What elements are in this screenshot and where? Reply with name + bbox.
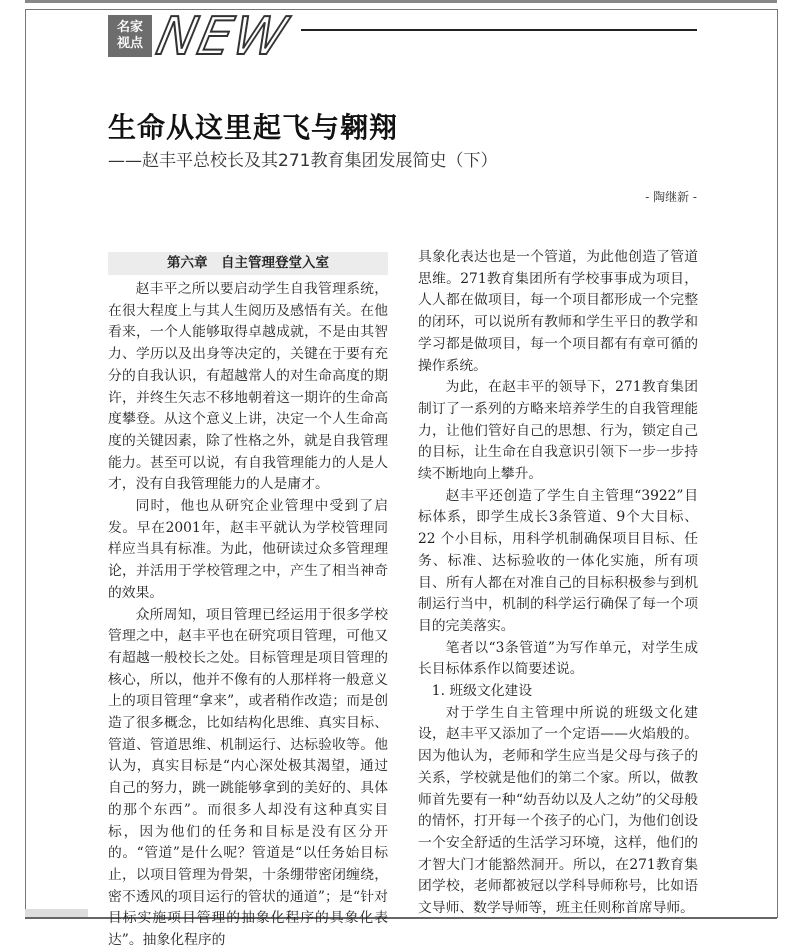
column-badge — [108, 15, 152, 57]
article-title: 生命从这里起飞与翱翔 — [108, 111, 399, 144]
paragraph-continuation: 具象化表达也是一个管道，为此他创造了管道思维。271教育集团所有学校事事成为项目，人人都在做项目，每一个项目都形成一个完整的闭环，可以说所有教师和学生平日的教学和学习都是做项目，每一个项目都有有章可循的操作系统。 — [418, 249, 698, 374]
left-column — [108, 279, 388, 949]
paragraph: 众所周知，项目管理已经运用于很多学校管理之中，赵丰平也在研究项目管理，可他又有超越一般校长之处。目标管理是项目管理的核心，所以，他并不像有的人那样将一般意义上的项目管理“拿来”，或者稍作改造；而是创造了很多概念，比如结构化思维、真实目标、管道、管道思维、机制运行、达标验收等。他认为，真实目标是“内心深处极其渴望，通过自己的努力，跳一跳能够拿到的美好的、具体的那个东西”。而很多人却没有这种真实目标，因为他们的任务和目标是没有区分开的。“管道”是什么呢？管道是“以任务始目标止，以项目管理为骨架，十条绷带密闭缠绕，密不透风的项目运行的管状的通道”；是“针对目标实施项目管理的抽象化程序的具象化表达”。抽象化程序的 — [108, 606, 388, 949]
article-author: - 陶继新 - — [645, 190, 697, 204]
bottom-tab — [25, 909, 88, 917]
top-border — [25, 0, 777, 3]
right-column — [418, 247, 698, 917]
article-subtitle: ——赵丰平总校长及其271教育集团发展简史（下） — [108, 151, 498, 171]
new-logo: NEW — [151, 7, 294, 67]
badge-line-1: 名家 — [116, 20, 143, 35]
paragraph: 对于学生自主管理中所说的班级文化建设，赵丰平又添加了一个定语——火焰般的。因为他认为，老师和学生应当是父母与孩子的关系，学校就是他们的第二个家。所以，做教师首先要有一种“幼吾幼以及人之幼”的父母般的情怀，打开每一个孩子的心门，为他们创设一个安全舒适的生活学习环境，这样，他们的才智大门才能豁然洞开。所以，在271教育集团学校，老师都被冠以学科导师称号，比如语文导师、数学导师等，班主任则称首席导师。 — [418, 704, 698, 917]
paragraph: 为此，在赵丰平的领导下，271教育集团制订了一系列的方略来培养学生的自我管理能力，让他们管好自己的思想、行为，锁定自己的目标，让生命在自我意识引领下一步一步持续不断地向上攀升。 — [418, 379, 698, 483]
paragraph: 笔者以“3条管道”为写作单元，对学生成长目标体系作以简要述说。 — [418, 639, 698, 678]
badge-line-2: 视点 — [116, 36, 143, 51]
paragraph: 赵丰平还创造了学生自主管理“3922”目标体系，即学生成长3条管道、9个大目标、22 个小目标，用科学机制确保项目目标、任务、标准、达标验收的一体化实施，所有项目、所有人都在对准自己的目标积极参与到机制运行当中，机制的科学运行确保了每一个项目的完美落实。 — [418, 487, 698, 634]
header-rule — [301, 29, 697, 31]
paragraph: 赵丰平之所以要启动学生自我管理系统，在很大程度上与其人生阅历及感悟有关。在他看来，一个人能够取得卓越成就，不是由其智力、学历以及出身等决定的，关键在于要有充分的自我认识，有超越常人的对生命高度的期许，并终生矢志不移地朝着这一期许的生命高度攀登。从这个意义上讲，决定一个人生命高度的关键因素，除了性格之外，就是自我管理能力。甚至可以说，有自我管理能力的人是人才，没有自我管理能力的人是庸才。 — [108, 281, 388, 493]
paragraph: 同时，他也从研究企业管理中受到了启发。早在2001年，赵丰平就认为学校管理同样应当具有标准。为此，他研读过众多管理理论，并活用于学校管理之中，产生了相当神奇的效果。 — [108, 498, 388, 601]
section-heading: 1. 班级文化建设 — [431, 683, 533, 700]
chapter-heading: 第六章 自主管理登堂入室 — [108, 252, 388, 275]
